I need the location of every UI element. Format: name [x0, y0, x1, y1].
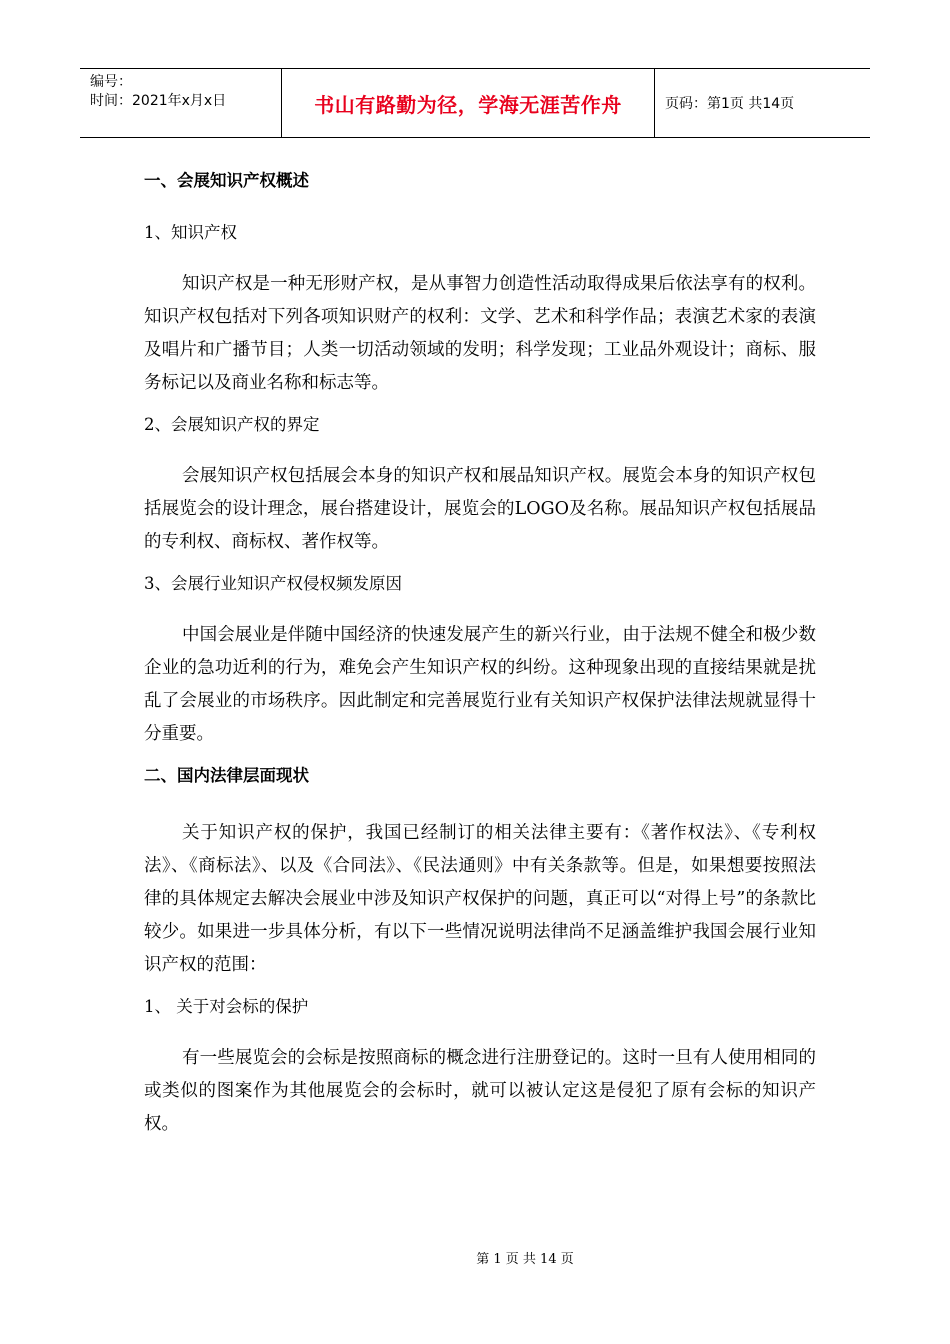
header-motto: 书山有路勤为径，学海无涯苦作舟: [282, 69, 655, 137]
subsection-title: 1、知识产权: [144, 223, 237, 242]
number-label: 编号：: [90, 74, 132, 90]
header-meta: [80, 69, 282, 137]
time-label: 时间：2021年x月x日: [90, 93, 227, 109]
paragraph: 有一些展览会的会标是按照商标的概念进行注册登记的。这时一旦有人使用相同的或类似的图案作为其他展览会的会标时，就可以被认定这是侵犯了原有会标的知识产权。: [144, 1048, 816, 1134]
document-body: [144, 170, 816, 1155]
section-heading: 二、国内法律层面现状: [144, 766, 309, 785]
header-page-info: 页码：第1页 共14页: [665, 96, 795, 112]
paragraph: 关于知识产权的保护，我国已经制订的相关法律主要有：《著作权法》、《专利权法》、《商标法》、以及《合同法》、《民法通则》中有关条款等。但是，如果想要按照法律的具体规定去解决会展业中涉及知识产权保护的问题，真正可以“对得上号”的条款比较少。如果进一步具体分析，有以下一些情况说明法律尚不足涵盖维护我国会展行业知识产权的范围：: [144, 823, 816, 975]
subsection-title: 3、会展行业知识产权侵权频发原因: [144, 574, 402, 593]
paragraph: 中国会展业是伴随中国经济的快速发展产生的新兴行业，由于法规不健全和极少数企业的急功近利的行为，难免会产生知识产权的纠纷。这种现象出现的直接结果就是扰乱了会展业的市场秩序。因此制定和完善展览行业有关知识产权保护法律法规就显得十分重要。: [144, 625, 816, 744]
document-header: [80, 68, 870, 138]
paragraph: 知识产权是一种无形财产权，是从事智力创造性活动取得成果后依法享有的权利。知识产权包括对下列各项知识财产的权利：文学、艺术和科学作品；表演艺术家的表演及唱片和广播节目；人类一切活动领域的发明；科学发现；工业品外观设计；商标、服务标记以及商业名称和标志等。: [144, 274, 816, 393]
page-footer: 第 1 页 共 14 页: [476, 1252, 574, 1267]
section-heading: 一、会展知识产权概述: [144, 171, 309, 190]
paragraph: 会展知识产权包括展会本身的知识产权和展品知识产权。展览会本身的知识产权包括展览会的设计理念，展台搭建设计，展览会的LOGO及名称。展品知识产权包括展品的专利权、商标权、著作权等。: [144, 466, 816, 552]
subsection-title: 1、 关于对会标的保护: [144, 997, 309, 1016]
subsection-title: 2、会展知识产权的界定: [144, 415, 320, 434]
